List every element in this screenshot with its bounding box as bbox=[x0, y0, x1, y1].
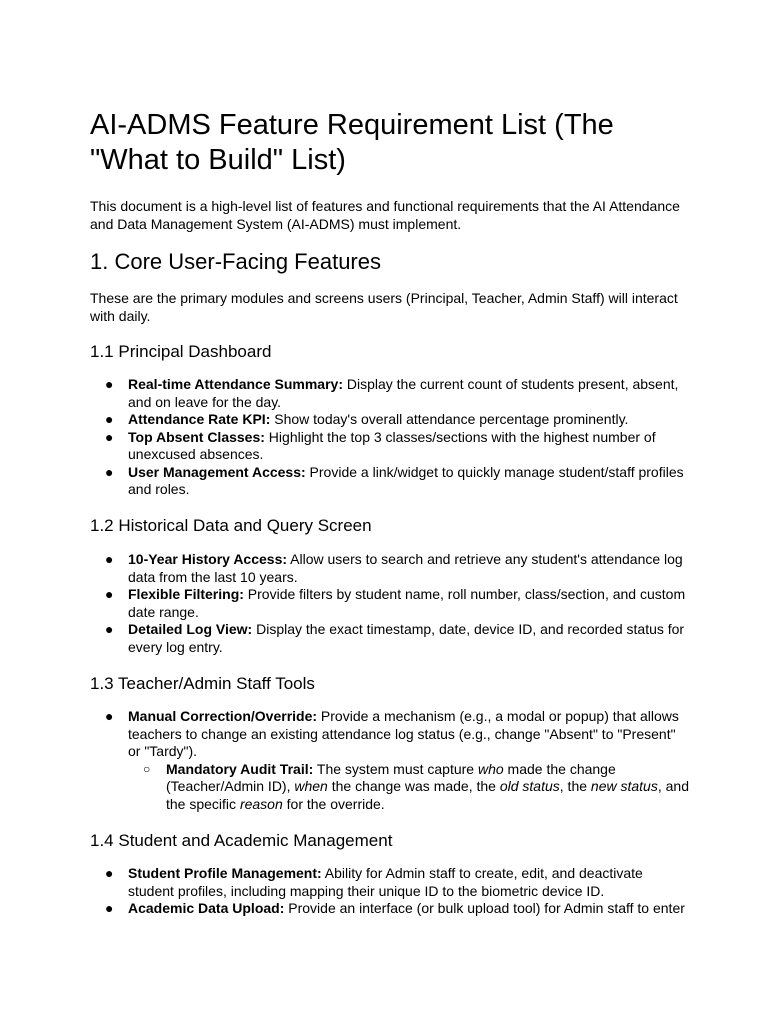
principal-dashboard-list bbox=[90, 376, 690, 499]
list-item: ● Manual Correction/Override: Provide a mechanism (e.g., a modal or popup) that allows teachers to change an existing attendance log status (e.g., change "Absent" to "Present" or "Tardy"). ○ Mandatory Audit Trail: The system must capture who made the change (Teacher/Admin ID), when the change was made, the old status, the new status, and the specific reason for the override. bbox=[105, 708, 689, 812]
bullet-icon: ● bbox=[105, 900, 114, 916]
document-title: AI-ADMS Feature Requirement List (The "What to Build" List) bbox=[90, 109, 614, 176]
teacher-tools-list bbox=[90, 708, 690, 813]
historical-data-list bbox=[90, 551, 690, 656]
circle-bullet-icon: ○ bbox=[143, 761, 151, 776]
list-item: ● 10-Year History Access: Allow users to search and retrieve any student's attendance log data from the last 10 years. bbox=[105, 551, 683, 585]
list-item: ● User Management Access: Provide a link/widget to quickly manage student/staff profiles and roles. bbox=[105, 463, 684, 497]
sub-list-item: ○ Mandatory Audit Trail: The system must capture who made the change (Teacher/Admin ID), when the change was made, the old status, the new status, and the specific reason for the override. bbox=[143, 760, 689, 812]
bullet-icon: ● bbox=[105, 551, 114, 567]
intro-paragraph: This document is a high-level list of features and functional requirements that the AI Attendance and Data Management System (AI-ADMS) must implement. bbox=[90, 198, 680, 232]
student-management-list bbox=[90, 865, 690, 918]
list-item: ● Academic Data Upload: Provide an interface (or bulk upload tool) for Admin staff to enter bbox=[105, 900, 685, 916]
bullet-icon: ● bbox=[105, 411, 114, 427]
bullet-icon: ● bbox=[105, 428, 114, 445]
section-1-2-heading: 1.2 Historical Data and Query Screen bbox=[90, 516, 372, 535]
audit-trail-sublist bbox=[128, 761, 690, 814]
list-item: ● Student Profile Management: Ability for Admin staff to create, edit, and deactivate student profiles, including mapping their unique ID to the biometric device ID. bbox=[105, 865, 643, 899]
section-1-4-heading: 1.4 Student and Academic Management bbox=[90, 831, 393, 850]
section-1-1-heading: 1.1 Principal Dashboard bbox=[90, 342, 272, 361]
list-item: ● Real-time Attendance Summary: Display the current count of students present, absent, and on leave for the day. bbox=[105, 376, 679, 410]
bullet-icon: ● bbox=[105, 376, 114, 392]
list-item: ● Top Absent Classes: Highlight the top 3 classes/sections with the highest number of unexcused absences. bbox=[105, 428, 656, 462]
list-item: ● Attendance Rate KPI: Show today's overall attendance percentage prominently. bbox=[105, 411, 629, 427]
bullet-icon: ● bbox=[105, 708, 114, 724]
list-item: ● Flexible Filtering: Provide filters by student name, roll number, class/section, and custom date range. bbox=[105, 586, 686, 620]
bullet-icon: ● bbox=[105, 865, 114, 881]
section-1-description: These are the primary modules and screens users (Principal, Teacher, Admin Staff) will interact with daily. bbox=[90, 290, 678, 324]
bullet-icon: ● bbox=[105, 463, 114, 480]
bullet-icon: ● bbox=[105, 586, 114, 602]
bullet-icon: ● bbox=[105, 621, 114, 637]
list-item: ● Detailed Log View: Display the exact timestamp, date, device ID, and recorded status for every log entry. bbox=[105, 621, 685, 655]
section-1-3-heading: 1.3 Teacher/Admin Staff Tools bbox=[90, 674, 315, 693]
section-1-heading: 1. Core User-Facing Features bbox=[90, 249, 381, 274]
